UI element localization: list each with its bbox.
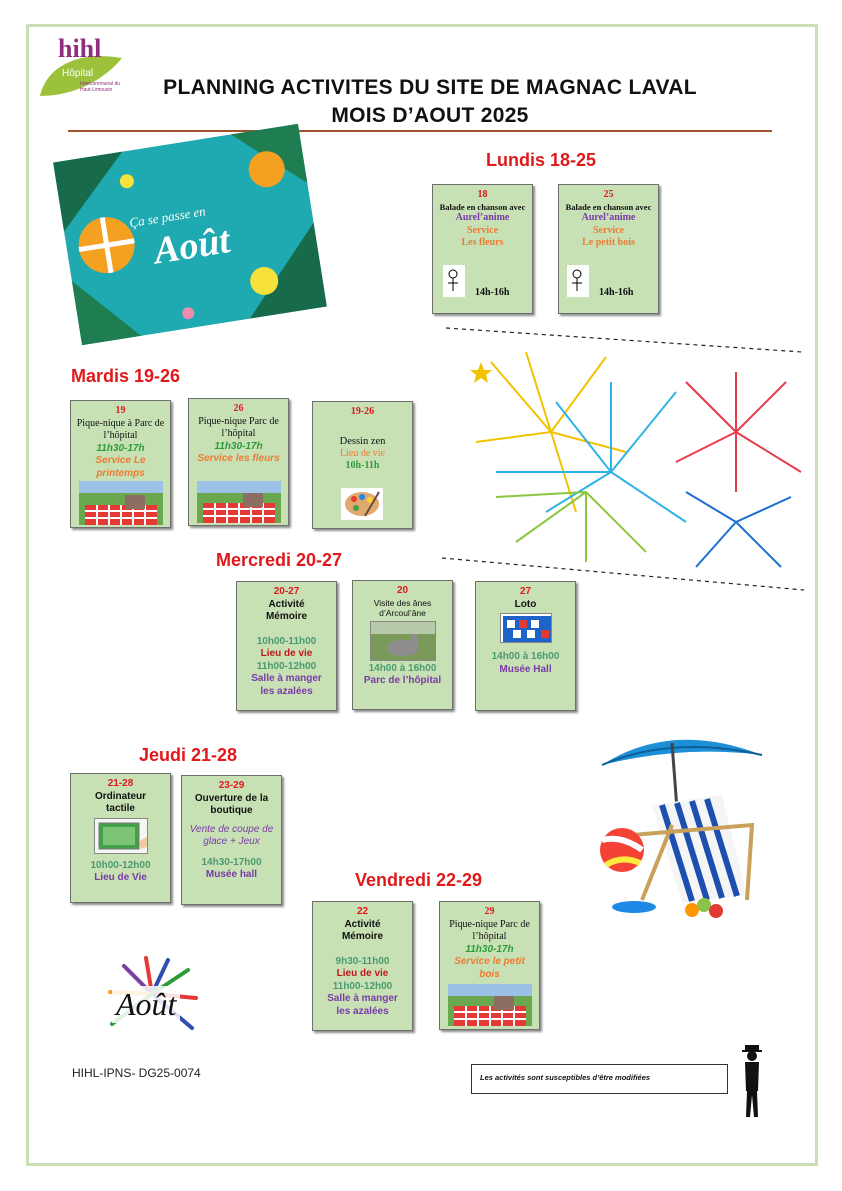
banner-line1: Ça se passe en xyxy=(128,203,207,231)
card-place: Les fleurs xyxy=(461,237,504,249)
card-time: 14h-16h xyxy=(599,287,634,298)
card-place2: Salle à manger les azalées xyxy=(327,993,398,1017)
document-reference: HIHL-IPNS- DG25-0074 xyxy=(72,1066,201,1080)
jeudi-card-23-29 xyxy=(181,775,282,905)
logo-brand: hihl xyxy=(58,34,102,63)
card-activity: Ordinateur tactile xyxy=(94,790,147,814)
card-date: 26 xyxy=(233,403,244,414)
vendredi-card-29 xyxy=(439,901,540,1030)
mercredi-card-20-27 xyxy=(236,581,337,711)
card-date: 20-27 xyxy=(273,586,300,597)
card-place1: Lieu de vie xyxy=(336,968,389,979)
card-animator: Aurel’anime xyxy=(455,212,510,224)
card-activity: Dessin zen xyxy=(339,435,386,447)
mercredi-card-20 xyxy=(352,580,453,710)
card-activity: Balade en chanson avec xyxy=(565,201,652,212)
card-place: Le petit bois xyxy=(582,237,635,249)
card-activity: Balade en chanson avec xyxy=(439,201,526,212)
card-time1: 10h00-11h00 xyxy=(256,635,317,647)
beach-chair-illustration xyxy=(572,725,772,920)
logo-sub1: Hôpital xyxy=(62,68,94,79)
picnic-photo xyxy=(79,481,163,525)
card-time: 11h30-17h xyxy=(96,442,145,454)
lundi-card-18 xyxy=(432,184,533,314)
card-activity: Pique-nique à Parc de l’hôpital xyxy=(76,417,165,441)
card-time: 10h-11h xyxy=(345,460,380,472)
card-activity: Pique-nique Parc de l’hôpital xyxy=(449,918,530,942)
card-time: 14h-16h xyxy=(475,287,510,298)
card-animator: Aurel’anime xyxy=(581,212,636,224)
card-time: 11h30-17h xyxy=(465,943,514,955)
mardi-card-19-26 xyxy=(312,401,413,529)
card-date: 29 xyxy=(484,906,495,917)
picnic-photo xyxy=(197,481,281,523)
card-time2: 11h00-12h00 xyxy=(332,980,393,992)
card-service: Service le petit bois xyxy=(454,956,525,980)
card-service: Service les fleurs xyxy=(197,453,280,464)
card-time: 11h30-17h xyxy=(214,440,263,452)
card-place: Lieu de Vie xyxy=(94,872,147,883)
card-date: 22 xyxy=(356,906,369,917)
card-date: 20 xyxy=(396,585,409,596)
card-time2: 11h00-12h00 xyxy=(256,660,317,672)
card-service: Service xyxy=(592,224,625,236)
card-activity: Pique-nique Parc de l’hôpital xyxy=(198,415,279,439)
card-time: 10h00-12h00 xyxy=(90,859,151,871)
card-time1: 9h30-11h00 xyxy=(335,955,390,967)
card-activity: Activité Mémoire xyxy=(341,918,384,942)
logo-sub2: Intercommunal du Haut-Limousin xyxy=(80,81,121,93)
day-jeudi: Jeudi 21-28 xyxy=(139,745,238,765)
loto-card-icon xyxy=(500,613,552,643)
singer-icon xyxy=(567,265,589,297)
card-date: 27 xyxy=(519,586,532,597)
hospital-logo xyxy=(36,34,126,102)
day-mardis: Mardis 19-26 xyxy=(71,366,181,386)
card-date: 19-26 xyxy=(350,406,375,417)
modification-notice: Les activités sont susceptibles d’être modifiées xyxy=(471,1064,728,1094)
card-place2: Salle à manger les azalées xyxy=(251,673,322,697)
paint-palette-icon xyxy=(341,488,383,520)
card-place: Musée Hall xyxy=(499,663,552,675)
fireworks-icon xyxy=(436,322,812,600)
stamp-word: Août xyxy=(112,986,180,1023)
card-detail: Vente de coupe de glace + Jeux xyxy=(189,823,274,847)
aout-stamp xyxy=(96,952,208,1052)
mardi-card-26 xyxy=(188,398,289,526)
card-date: 23-29 xyxy=(218,780,245,791)
person-silhouette-icon xyxy=(740,1045,764,1121)
page-subtitle: MOIS D’AOUT 2025 xyxy=(331,104,529,127)
card-time: 14h00 à 16h00 xyxy=(491,651,560,662)
card-time: 14h00 à 16h00 xyxy=(368,662,437,674)
card-place1: Lieu de vie xyxy=(260,648,313,659)
card-place: Lieu de vie xyxy=(340,447,385,459)
title-rule xyxy=(68,130,772,132)
man-silhouette xyxy=(740,1045,764,1121)
vendredi-card-22 xyxy=(312,901,413,1031)
banner-line2: Août xyxy=(150,219,233,273)
card-place: Parc de l’hôpital xyxy=(363,675,442,687)
jeudi-card-21-28 xyxy=(70,773,171,903)
page-title: PLANNING ACTIVITES DU SITE DE MAGNAC LAVAL xyxy=(163,76,697,99)
card-service: Service xyxy=(466,224,499,236)
singer-icon xyxy=(443,265,465,297)
touch-screen-icon xyxy=(94,818,148,854)
august-banner xyxy=(53,124,327,346)
picnic-photo xyxy=(448,984,532,1026)
card-activity: Loto xyxy=(514,598,537,610)
card-time: 14h30-17h00 xyxy=(201,856,262,868)
card-date: 21-28 xyxy=(107,778,134,789)
card-activity: Ouverture de la boutique xyxy=(194,792,269,816)
beach-umbrella-icon xyxy=(572,725,772,920)
day-mercredi: Mercredi 20-27 xyxy=(216,550,343,570)
card-activity: Activité Mémoire xyxy=(265,598,308,622)
donkey-photo xyxy=(370,621,436,661)
mardi-card-19 xyxy=(70,400,171,528)
card-date: 18 xyxy=(477,189,488,200)
mercredi-card-27 xyxy=(475,581,576,711)
card-date: 25 xyxy=(603,189,614,200)
card-date: 19 xyxy=(115,405,126,416)
day-lundis: Lundis 18-25 xyxy=(486,150,597,170)
lundi-card-25 xyxy=(558,184,659,314)
day-vendredi: Vendredi 22-29 xyxy=(355,870,483,890)
fireworks-illustration xyxy=(436,322,812,600)
card-activity: Visite des ânes d’Arcoul’âne xyxy=(373,597,432,619)
card-place: Musée hall xyxy=(205,869,258,880)
card-service: Service Le printemps xyxy=(95,455,146,479)
